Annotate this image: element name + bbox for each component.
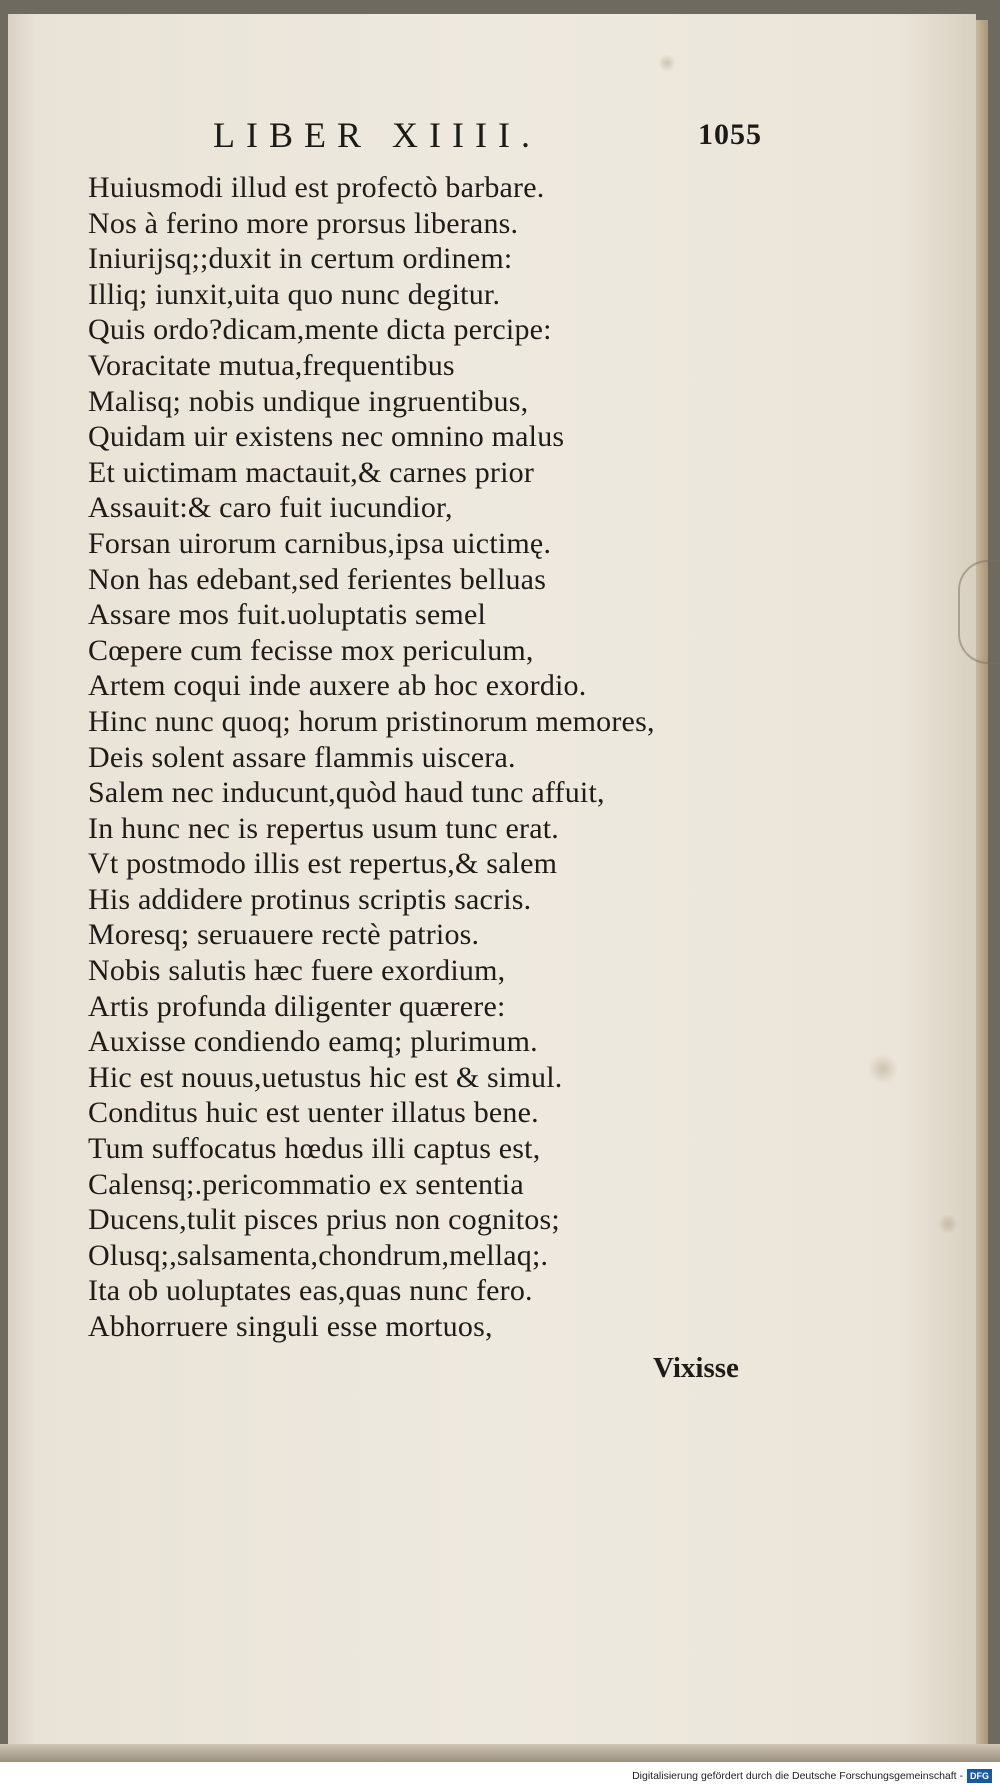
page-clip-mark (958, 560, 1000, 664)
page-edge-right (976, 20, 988, 1750)
verse-line: Huiusmodi illud est profectò barbare. (88, 171, 545, 204)
verse-line: Et uictimam mactauit,& carnes prior (88, 455, 535, 489)
verse-line: Olusq;,salsamenta,chondrum,mellaq;. (88, 1238, 549, 1272)
credit-text: Digitalisierung gefördert durch die Deutsche Forschungsgemeinschaft - (632, 1770, 963, 1782)
verse-line: Nos à ferino more prorsus liberans. (88, 206, 519, 240)
folio-number: 1055 (698, 118, 762, 151)
verse-line: Calensq;.pericommatio ex sententia (88, 1167, 524, 1201)
verse-line: Quis ordo?dicam,mente dicta percipe: (88, 313, 552, 347)
verse-line: Auxisse condiendo eamq; plurimum. (88, 1025, 538, 1059)
catchword: Vixisse (653, 1352, 739, 1384)
verse-line: Quidam uir existens nec omnino malus (88, 420, 565, 454)
verse-line: Artis profunda diligenter quærere: (88, 989, 506, 1023)
verse-line: Iniurijsq;;duxit in certum ordinem: (88, 242, 513, 276)
verse-line: Non has edebant,sed ferientes belluas (88, 562, 547, 596)
verse-line: Tum suffocatus hœdus illi captus est, (88, 1132, 541, 1166)
verse-line: Moresq; seruauere rectè patrios. (88, 918, 480, 952)
verse-line: Voracitate mutua,frequentibus (88, 348, 455, 382)
verse-line: Forsan uirorum carnibus,ipsa uictimę. (88, 526, 552, 560)
verse-line: In hunc nec is repertus usum tunc erat. (88, 811, 559, 845)
verse-line: Cœpere cum fecisse mox periculum, (88, 633, 534, 667)
paper-stain (938, 1214, 958, 1234)
verse-line: Nobis salutis hæc fuere exordium, (88, 954, 506, 988)
verse-line: Illiq; iunxit,uita quo nunc degitur. (88, 277, 501, 311)
book-page (8, 14, 976, 1752)
verse-line: Vt postmodo illis est repertus,& salem (88, 847, 558, 881)
running-title: LIBER XIIII. (213, 115, 541, 155)
verse-line: Deis solent assare flammis uiscera. (88, 740, 516, 774)
verse-block (88, 170, 888, 1345)
verse-line: Abhorruere singuli esse mortuos, (88, 1310, 493, 1343)
verse-line: Artem coqui inde auxere ab hoc exordio. (88, 669, 587, 703)
verse-line: Salem nec inducunt,quòd haud tunc affuit, (88, 776, 605, 810)
dfg-logo: DFG (967, 1769, 992, 1783)
verse-line: Conditus huic est uenter illatus bene. (88, 1096, 539, 1130)
verse-line: Ita ob uoluptates eas,quas nunc fero. (88, 1274, 533, 1308)
verse-line: Assare mos fuit.uoluptatis semel (88, 598, 487, 632)
paper-stain (658, 54, 676, 72)
page-edge-bottom (0, 1744, 1000, 1762)
verse-line: Hic est nouus,uetustus hic est & simul. (88, 1060, 563, 1094)
verse-line: Malisq; nobis undique ingruentibus, (88, 384, 529, 418)
verse-line: Ducens,tulit pisces prius non cognitos; (88, 1203, 560, 1237)
running-head (8, 114, 976, 164)
verse-line: Assauit:& caro fuit iucundior, (88, 491, 453, 525)
verse-line: Hinc nunc quoq; horum pristinorum memores, (88, 704, 655, 738)
digitization-credit (632, 1768, 992, 1784)
verse-line: His addidere protinus scriptis sacris. (88, 882, 532, 916)
